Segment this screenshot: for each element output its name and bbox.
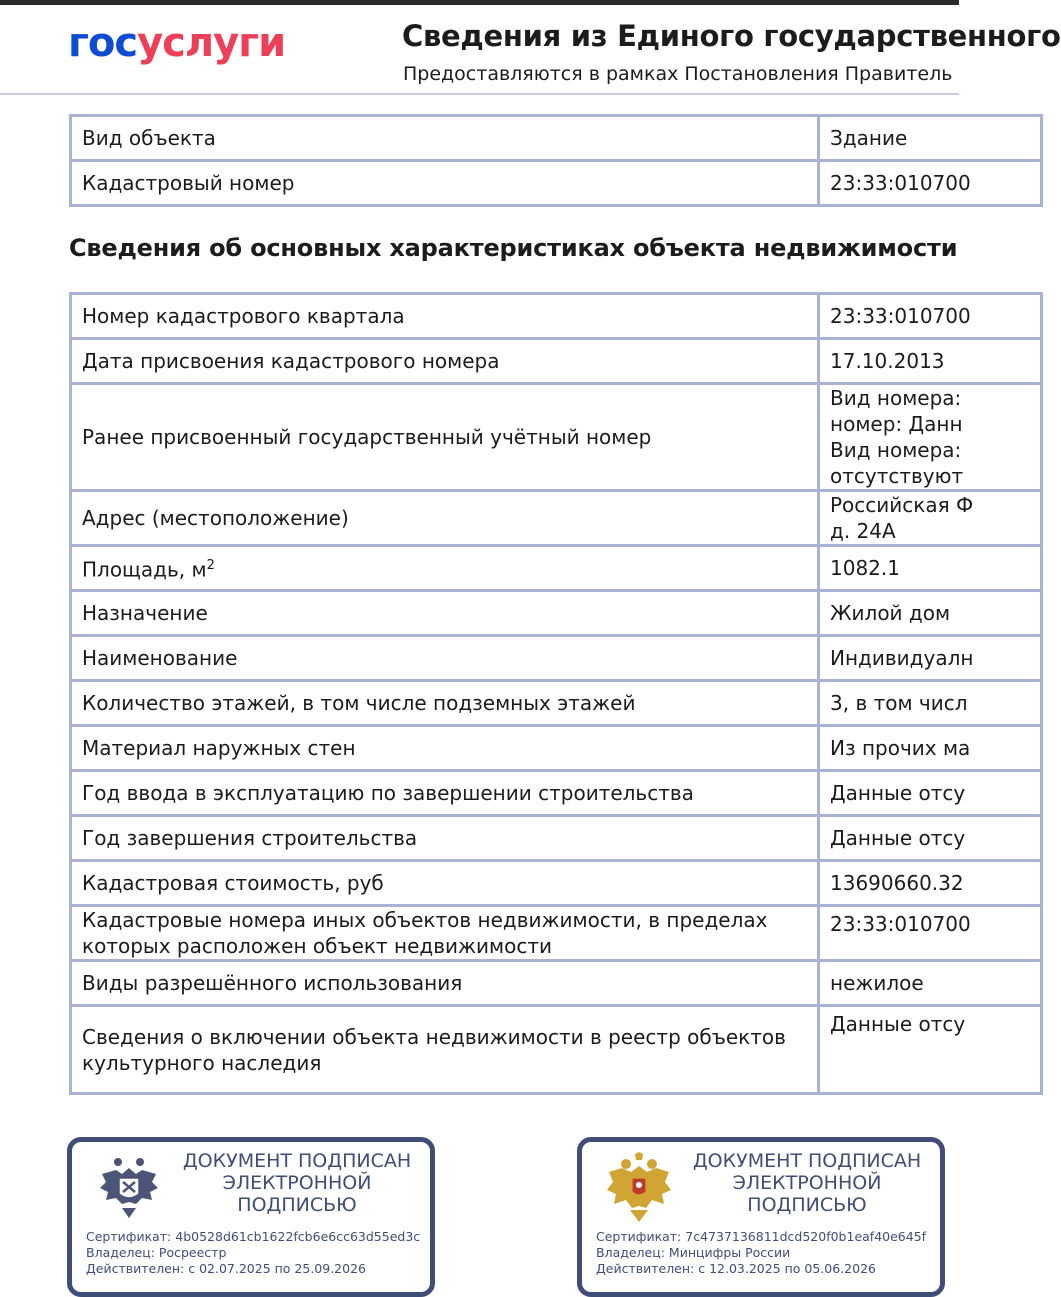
table-row bbox=[71, 116, 1042, 161]
row-value: нежилое bbox=[819, 961, 1042, 1006]
document-title: Сведения из Единого государственного bbox=[402, 19, 1061, 53]
object-table bbox=[69, 114, 1043, 207]
stamp-owner: Владелец: Росреестр bbox=[86, 1245, 227, 1260]
table-row bbox=[71, 491, 1042, 546]
signature-stamp-mintsifry bbox=[577, 1137, 945, 1297]
table-row bbox=[71, 681, 1042, 726]
page-header bbox=[0, 5, 1061, 95]
section-title: Сведения об основных характеристиках объекта недвижимости bbox=[69, 234, 958, 262]
row-label: Количество этажей, в том числе подземных этажей bbox=[71, 681, 819, 726]
row-value: Данные отсу bbox=[819, 771, 1042, 816]
table-row bbox=[71, 546, 1042, 591]
row-value: Российская Ф д. 24А bbox=[819, 491, 1042, 546]
row-value: Из прочих ма bbox=[819, 726, 1042, 771]
row-label: Наименование bbox=[71, 636, 819, 681]
row-value: 3, в том числ bbox=[819, 681, 1042, 726]
table-row bbox=[71, 161, 1042, 206]
stamp-validity: Действителен: с 02.07.2025 по 25.09.2026 bbox=[86, 1261, 366, 1276]
table-row bbox=[71, 1006, 1042, 1094]
row-label: Номер кадастрового квартала bbox=[71, 294, 819, 339]
table-row bbox=[71, 636, 1042, 681]
row-value: Индивидуалн bbox=[819, 636, 1042, 681]
row-label: Год ввода в эксплуатацию по завершении строительства bbox=[71, 771, 819, 816]
row-label: Площадь, $м^2$ bbox=[71, 546, 819, 591]
characteristics-table bbox=[69, 292, 1043, 1095]
row-value: 23:33:010700 bbox=[819, 161, 1042, 206]
row-label: Сведения о включении объекта недвижимости в реестр объектов культурного наследия bbox=[71, 1006, 819, 1094]
row-value: 17.10.2013 bbox=[819, 339, 1042, 384]
table-row bbox=[71, 816, 1042, 861]
table-row bbox=[71, 906, 1042, 961]
row-value: Жилой дом bbox=[819, 591, 1042, 636]
row-value: Данные отсу bbox=[819, 816, 1042, 861]
table-row bbox=[71, 294, 1042, 339]
row-value: 13690660.32 bbox=[819, 861, 1042, 906]
row-label: Кадастровые номера иных объектов недвижимости, в пределах которых расположен объект недвижимости bbox=[71, 906, 819, 961]
row-label: Назначение bbox=[71, 591, 819, 636]
table-row bbox=[71, 961, 1042, 1006]
stamp-validity: Действителен: с 12.03.2025 по 05.06.2026 bbox=[596, 1261, 876, 1276]
coat-of-arms-icon bbox=[606, 1152, 672, 1222]
stamp-title: ДОКУМЕНТ ПОДПИСАН ЭЛЕКТРОННОЙ ПОДПИСЬЮ bbox=[182, 1150, 412, 1216]
rosreestr-emblem-icon bbox=[96, 1152, 162, 1222]
gosuslugi-logo[interactable]: госуслуги bbox=[68, 20, 286, 66]
stamp-certificate: Сертификат: 4b0528d61cb1622fcb6e6cc63d55ed3c bbox=[86, 1229, 421, 1244]
row-label: Кадастровый номер bbox=[71, 161, 819, 206]
row-label: Дата присвоения кадастрового номера bbox=[71, 339, 819, 384]
row-value: 1082.1 bbox=[819, 546, 1042, 591]
row-label: Кадастровая стоимость, руб bbox=[71, 861, 819, 906]
table-row bbox=[71, 591, 1042, 636]
row-label: Год завершения строительства bbox=[71, 816, 819, 861]
row-value: Здание bbox=[819, 116, 1042, 161]
row-value: Данные отсу bbox=[819, 1006, 1042, 1094]
table-row bbox=[71, 726, 1042, 771]
row-label: Материал наружных стен bbox=[71, 726, 819, 771]
table-row bbox=[71, 771, 1042, 816]
signature-stamp-rosreestr bbox=[67, 1137, 435, 1297]
row-label: Адрес (местоположение) bbox=[71, 491, 819, 546]
stamp-title: ДОКУМЕНТ ПОДПИСАН ЭЛЕКТРОННОЙ ПОДПИСЬЮ bbox=[692, 1150, 922, 1216]
document-subtitle: Предоставляются в рамках Постановления Правитель bbox=[403, 63, 953, 85]
row-value: 23:33:010700 bbox=[819, 906, 1042, 961]
table-row bbox=[71, 861, 1042, 906]
row-label: Ранее присвоенный государственный учётный номер bbox=[71, 384, 819, 491]
table-row bbox=[71, 339, 1042, 384]
table-row bbox=[71, 384, 1042, 491]
stamp-owner: Владелец: Минцифры России bbox=[596, 1245, 791, 1260]
row-label: Виды разрешённого использования bbox=[71, 961, 819, 1006]
row-label: Вид объекта bbox=[71, 116, 819, 161]
stamp-certificate: Сертификат: 7c4737136811dcd520f0b1eaf40e645f bbox=[596, 1229, 927, 1244]
row-value: Вид номера: номер: Данн Вид номера: отсутствуют bbox=[819, 384, 1042, 491]
row-value: 23:33:010700 bbox=[819, 294, 1042, 339]
